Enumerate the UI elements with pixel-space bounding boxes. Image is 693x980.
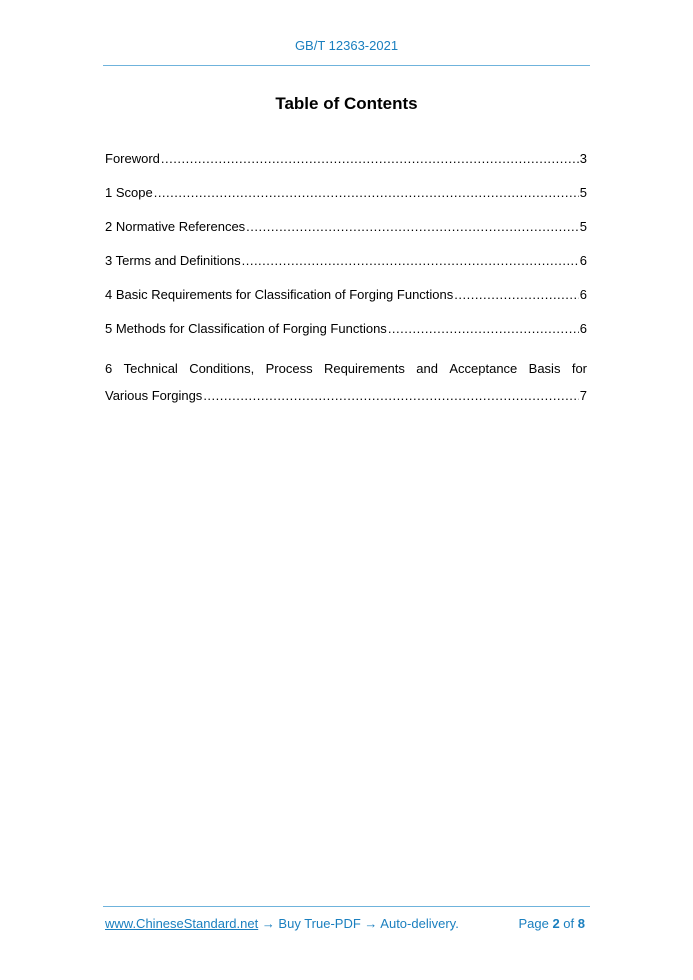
toc-entry-label-line2 — [105, 382, 587, 416]
toc-entry-label: Foreword — [105, 151, 160, 166]
toc-entry-label: 5 Methods for Classification of Forging Functions — [105, 321, 387, 336]
toc-entry-page: 6 — [579, 287, 587, 302]
toc-word: Basis — [528, 361, 561, 376]
toc-word: for — [571, 361, 587, 376]
toc-entry-label: 1 Scope — [105, 185, 153, 200]
toc-word: Acceptance — [449, 361, 518, 376]
toc-entry-page: 6 — [579, 253, 587, 268]
page-current: 2 — [552, 916, 560, 931]
page-total: 8 — [577, 916, 585, 931]
toc-entry-page: 6 — [579, 321, 587, 336]
toc-word: and — [416, 361, 438, 376]
page-indicator — [518, 916, 585, 931]
toc-entry-terms-definitions[interactable] — [105, 253, 587, 287]
toc-entry-technical-conditions[interactable] — [105, 355, 587, 416]
toc-leader-dots — [161, 151, 579, 166]
toc-word: 6 — [105, 361, 113, 376]
toc-entry-scope[interactable] — [105, 185, 587, 219]
page-of: of — [563, 916, 575, 931]
toc-word: Requirements — [323, 361, 405, 376]
toc-entry-page: 5 — [579, 185, 587, 200]
toc-entry-label: 2 Normative References — [105, 219, 246, 234]
toc-entry-page: 3 — [579, 151, 587, 166]
footer-promo — [105, 916, 459, 931]
toc-leader-dots — [388, 321, 579, 336]
toc-leader-dots — [203, 382, 578, 409]
toc-leader-dots — [246, 219, 579, 234]
website-link[interactable]: www.ChineseStandard.net — [105, 916, 259, 931]
page-footer — [105, 916, 585, 931]
toc-leader-dots — [154, 185, 579, 200]
toc-leader-dots — [454, 287, 579, 302]
document-id-header: GB/T 12363-2021 — [294, 38, 399, 53]
toc-entry-foreword[interactable] — [105, 151, 587, 185]
toc-word: Process — [265, 361, 313, 376]
header-divider — [103, 65, 590, 66]
page-prefix: Page — [518, 916, 549, 931]
toc-word: Technical — [123, 361, 178, 376]
footer-divider — [103, 906, 590, 907]
toc-title: Table of Contents — [275, 94, 418, 113]
toc-leader-dots — [242, 253, 579, 268]
toc-entry-basic-requirements[interactable] — [105, 287, 587, 321]
toc-entry-page: 7 — [579, 388, 587, 403]
toc-word: Conditions, — [189, 361, 255, 376]
toc-entry-page: 5 — [579, 219, 587, 234]
toc-entry-normative-references[interactable] — [105, 219, 587, 253]
table-of-contents — [105, 151, 587, 416]
toc-entry-methods[interactable] — [105, 321, 587, 355]
toc-entry-label: 4 Basic Requirements for Classification of Forging Functions — [105, 287, 454, 302]
footer-promo-text: → Buy True-PDF → Auto-delivery. — [258, 916, 459, 931]
toc-entry-label: Various Forgings — [105, 388, 203, 403]
toc-entry-label-line1 — [105, 355, 587, 382]
toc-entry-label: 3 Terms and Definitions — [105, 253, 241, 268]
